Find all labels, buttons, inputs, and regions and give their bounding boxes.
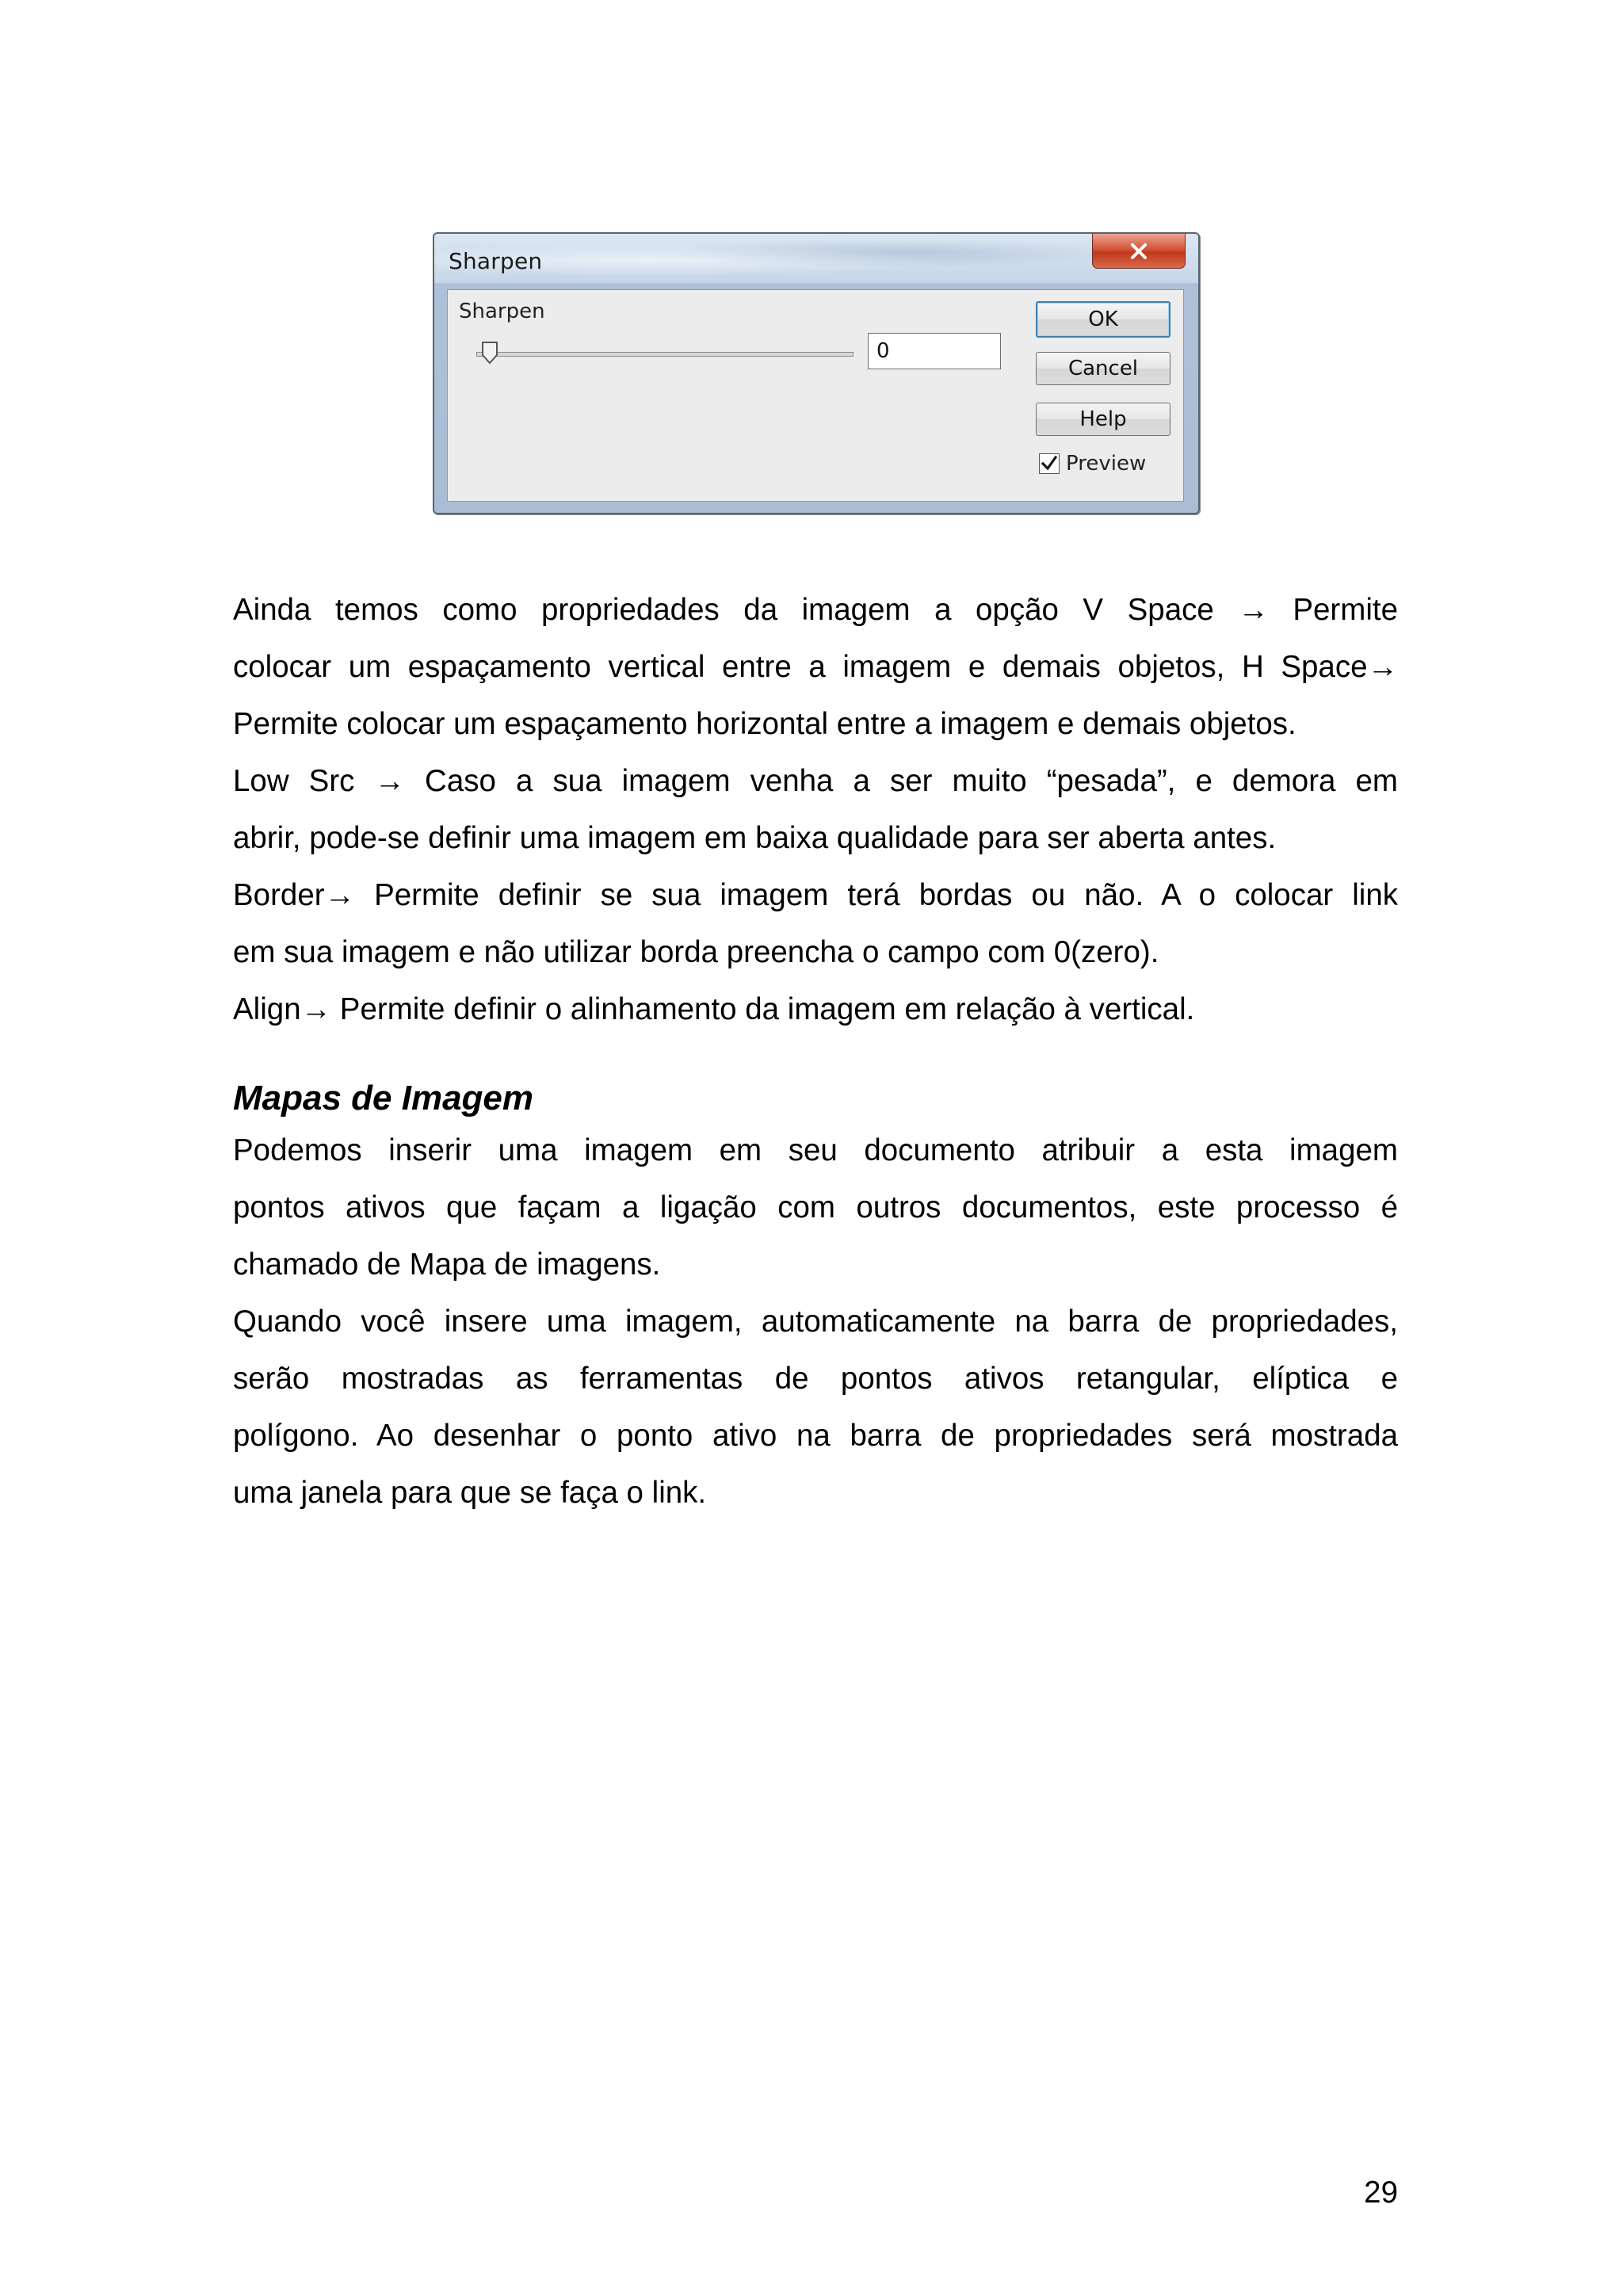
text-line: colocar um espaçamento vertical entre a imagem e demais objetos, H Space→ <box>233 650 1398 684</box>
text-line: Podemos inserir uma imagem em seu documento atribuir a esta imagem <box>233 1133 1398 1167</box>
text-line: pontos ativos que façam a ligação com outros documentos, este processo é <box>233 1190 1398 1224</box>
preview-checkbox[interactable] <box>1039 453 1060 474</box>
text-line: Permite colocar um espaçamento horizontal entre a imagem e demais objetos. <box>233 707 1296 741</box>
sharpen-value-input[interactable] <box>868 333 1001 369</box>
text-line: Ainda temos como propriedades da imagem a opção V Space → Permite <box>233 593 1398 627</box>
checkmark-icon <box>1041 455 1058 472</box>
text-line: em sua imagem e não utilizar borda preencha o campo com 0(zero). <box>233 935 1159 969</box>
image-map-paragraph <box>233 1122 1398 1522</box>
text-line: uma janela para que se faça o link. <box>233 1476 707 1510</box>
properties-paragraph <box>233 582 1398 1038</box>
page-number: 29 <box>1364 2176 1398 2210</box>
sharpen-dialog <box>433 232 1200 514</box>
dialog-title: Sharpen <box>449 248 543 274</box>
text-line: Quando você insere uma imagem, automaticamente na barra de propriedades, <box>233 1305 1398 1339</box>
text-line: chamado de Mapa de imagens. <box>233 1247 661 1282</box>
close-icon <box>1128 243 1149 260</box>
ok-button[interactable]: OK <box>1036 301 1170 338</box>
cancel-button[interactable]: Cancel <box>1036 352 1170 385</box>
sharpen-slider-label: Sharpen <box>459 300 545 323</box>
sharpen-slider-track[interactable] <box>476 352 854 357</box>
text-line: Align→ Permite definir o alinhamento da imagem em relação à vertical. <box>233 992 1195 1026</box>
preview-label: Preview <box>1066 452 1147 476</box>
text-line: Low Src → Caso a sua imagem venha a ser muito “pesada”, e demora em <box>233 764 1398 798</box>
text-line: polígono. Ao desenhar o ponto ativo na barra de propriedades será mostrada <box>233 1419 1398 1453</box>
preview-option[interactable] <box>1039 452 1146 476</box>
slider-thumb-icon[interactable] <box>481 341 498 365</box>
help-button[interactable]: Help <box>1036 403 1170 436</box>
dialog-body <box>447 289 1184 502</box>
close-button[interactable] <box>1092 234 1186 269</box>
text-line: serão mostradas as ferramentas de pontos ativos retangular, elíptica e <box>233 1362 1398 1396</box>
text-line: Border→ Permite definir se sua imagem terá bordas ou não. A o colocar link <box>233 878 1398 912</box>
dialog-titlebar <box>434 234 1198 283</box>
text-line: abrir, pode-se definir uma imagem em baixa qualidade para ser aberta antes. <box>233 821 1277 855</box>
section-heading: Mapas de Imagem <box>233 1079 534 1117</box>
